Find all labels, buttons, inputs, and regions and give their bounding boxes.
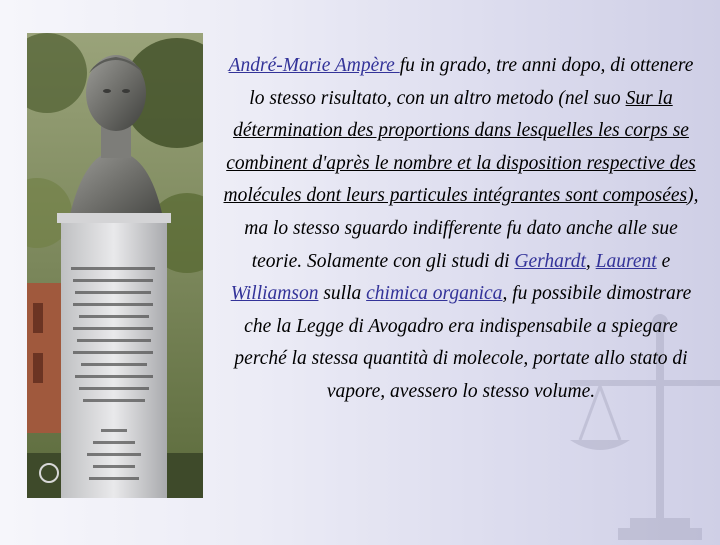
text-segment-4: , fu possibile dimostrare che la Legge di Avogadro era indispensabile a spiegare perché la stessa quantità di molecole, portate allo stato di vapore, avessero lo stesso volume. <box>234 283 692 402</box>
bust-monument-photo <box>27 33 203 498</box>
williamson-link[interactable]: Williamson <box>230 283 319 305</box>
ampere-link[interactable]: André-Marie Ampère <box>228 55 400 76</box>
gerhardt-link[interactable]: Gerhardt <box>514 250 586 272</box>
laurent-link[interactable]: Laurent <box>595 250 657 272</box>
work-title: Sur la détermination des proportions dans lesquelles les corps se combinent d'après le nombre et la disposition respective des molécules dont leurs particules intégrantes sont composées <box>223 87 696 207</box>
text-segment-1: fu in grado, tre anni dopo, di ottenere lo stesso risultato, con un altro metodo (nel suo <box>249 55 694 109</box>
chimica-organica-link[interactable]: chimica organica <box>366 283 503 305</box>
separator-2: e <box>656 250 671 272</box>
text-segment-2: ), ma lo stesso sguardo indifferente fu dato anche alle sue teorie. Solamente con gli studi di <box>244 185 699 272</box>
separator-1: , <box>585 250 596 272</box>
slide-text <box>222 50 700 409</box>
text-segment-3: sulla <box>318 283 367 305</box>
